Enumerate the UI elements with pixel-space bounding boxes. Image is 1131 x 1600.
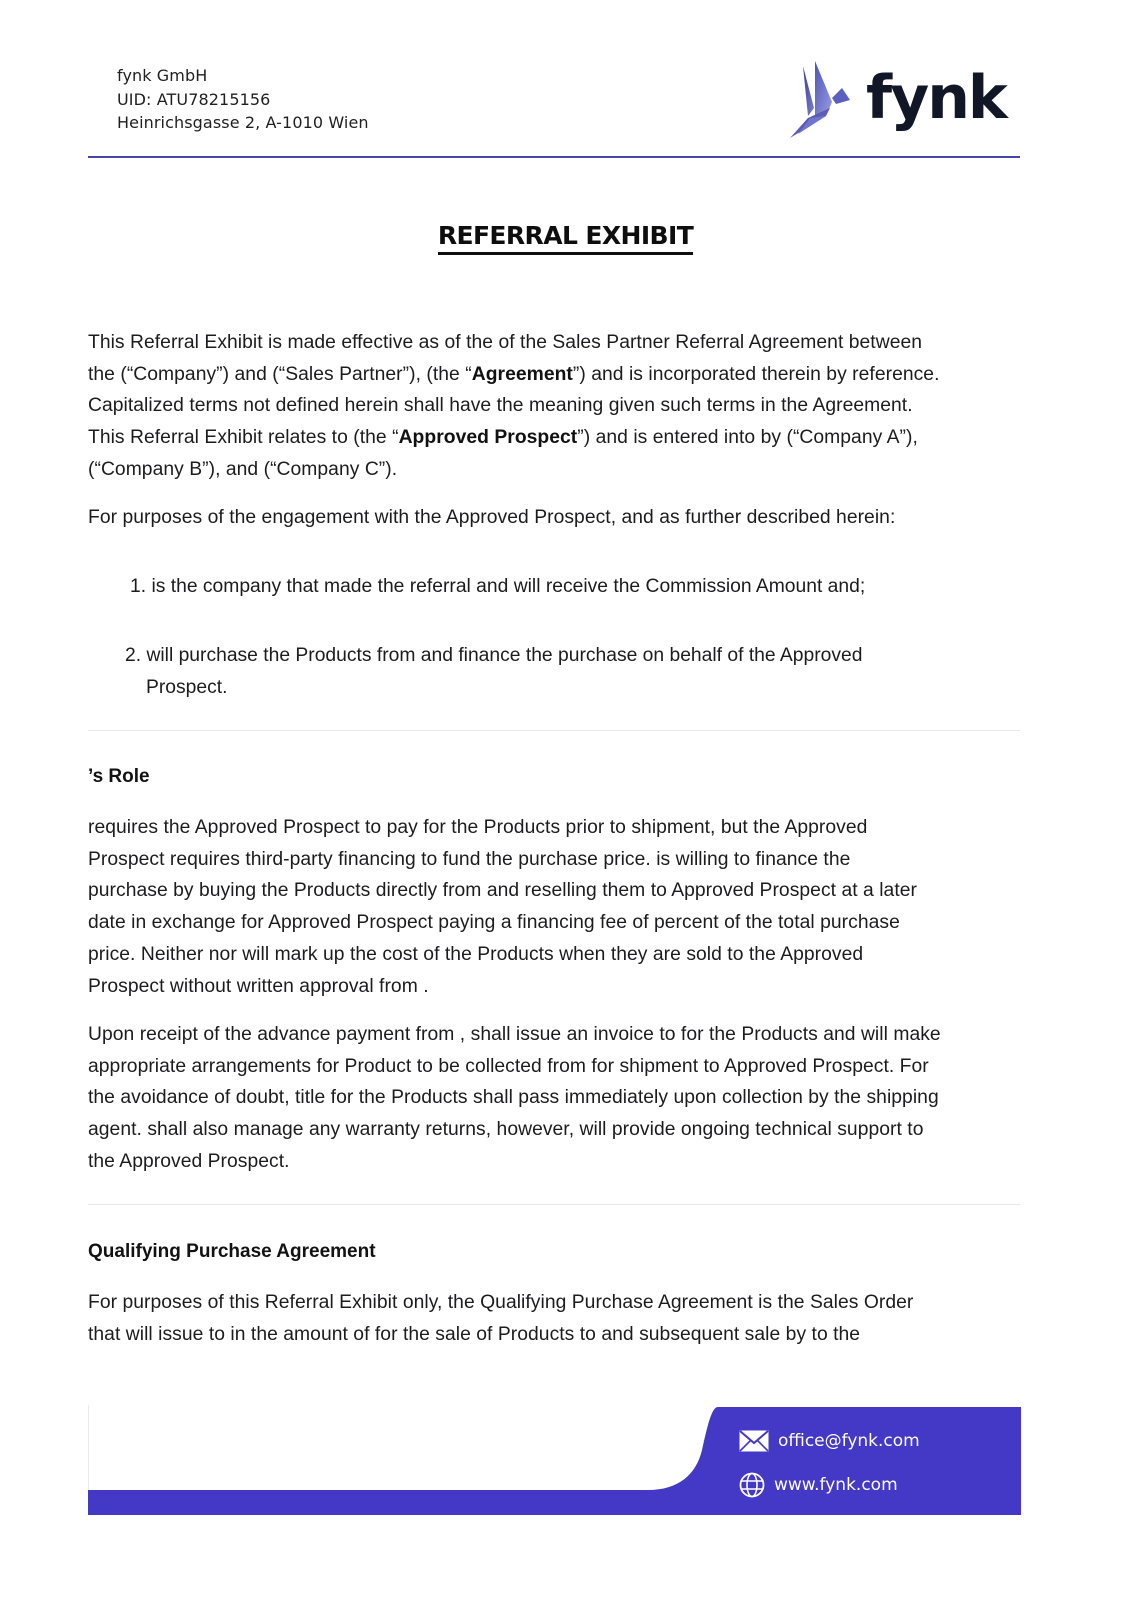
- envelope-icon: [739, 1429, 769, 1453]
- list-number: 2.: [125, 645, 142, 666]
- intro-line: This Referral Exhibit relates to (the “Approved Prospect”) and is entered into by (“Company A”),: [88, 427, 918, 449]
- intro-line: (“Company B”), and (“Company C”).: [88, 458, 398, 480]
- globe-icon: [739, 1472, 765, 1498]
- qualifying-purchase-paragraph: For purposes of this Referral Exhibit only, the Qualifying Purchase Agreement is the Sales Order that will issue to in the amount of for the sale of Products to and subsequent sale by to the: [88, 1292, 914, 1345]
- company-info: [117, 64, 369, 135]
- list-text: will purchase the Products from and finance the purchase on behalf of the Approved: [146, 645, 863, 666]
- list-item: [125, 640, 862, 672]
- fynk-logo: [788, 58, 1006, 144]
- role-paragraph-2: Upon receipt of the advance payment from , shall issue an invoice to for the Products and will make appropriate arrangements for Product to be collected from for shipment to Approved Prospect. For the avoidance of doubt, title for the Products shall pass immediately upon collection by the shipping agent. shall also manage any warranty returns, however, will provide ongoing technical support to the Approved Prospect.: [88, 1024, 941, 1172]
- section-heading-qualifying-purchase: Qualifying Purchase Agreement: [88, 1241, 376, 1262]
- origami-bird-icon: [788, 58, 858, 144]
- document-title-text: REFERRAL EXHIBIT: [438, 221, 693, 255]
- company-address: Heinrichsgasse 2, A-1010 Wien: [117, 113, 369, 132]
- footer-band: [88, 1405, 1021, 1515]
- list-item: [130, 571, 865, 603]
- footer-website[interactable]: [739, 1472, 898, 1498]
- intro-line: Capitalized terms not defined herein shall have the meaning given such terms in the Agreement.: [88, 395, 913, 417]
- list-number: 1.: [130, 576, 147, 597]
- page-footer: [88, 1405, 1021, 1515]
- agreement-term: Agreement: [471, 363, 573, 385]
- intro-paragraph: [88, 327, 1038, 486]
- document-title: [0, 221, 1131, 255]
- logo-wordmark: fynk: [866, 63, 1006, 133]
- footer-website-text: www.fynk.com: [774, 1475, 898, 1495]
- intro-line: the (“Company”) and (“Sales Partner”), (the “Agreement”) and is incorporated therein by reference.: [88, 363, 940, 385]
- approved-prospect-term: Approved Prospect: [398, 427, 578, 449]
- intro-line: This Referral Exhibit is made effective as of the of the Sales Partner Referral Agreement between: [88, 332, 923, 353]
- footer-email-text: office@fynk.com: [778, 1431, 920, 1451]
- purposes-paragraph: For purposes of the engagement with the Approved Prospect, and as further described herein:: [88, 507, 896, 528]
- company-uid: UID: ATU78215156: [117, 89, 271, 109]
- header-rule: [88, 156, 1020, 158]
- footer-email[interactable]: [739, 1429, 920, 1453]
- company-name: fynk GmbH: [117, 66, 208, 85]
- list-text-continuation: Prospect.: [146, 677, 228, 698]
- section-divider: [88, 730, 1020, 731]
- section-heading-role: ’s Role: [88, 766, 150, 787]
- list-text: is the company that made the referral and will receive the Commission Amount and;: [151, 576, 866, 597]
- section-divider: [88, 1204, 1020, 1205]
- role-paragraph-1: requires the Approved Prospect to pay for the Products prior to shipment, but the Approved Prospect requires third-party financing to fund the purchase price. is willing to finance the purchase by buying the Products directly from and reselling them to Approved Prospect at a later date in exchange for Approved Prospect paying a financing fee of percent of the total purchase price. Neither nor will mark up the cost of the Products when they are sold to the Approved Prospect without written approval from .: [88, 817, 917, 997]
